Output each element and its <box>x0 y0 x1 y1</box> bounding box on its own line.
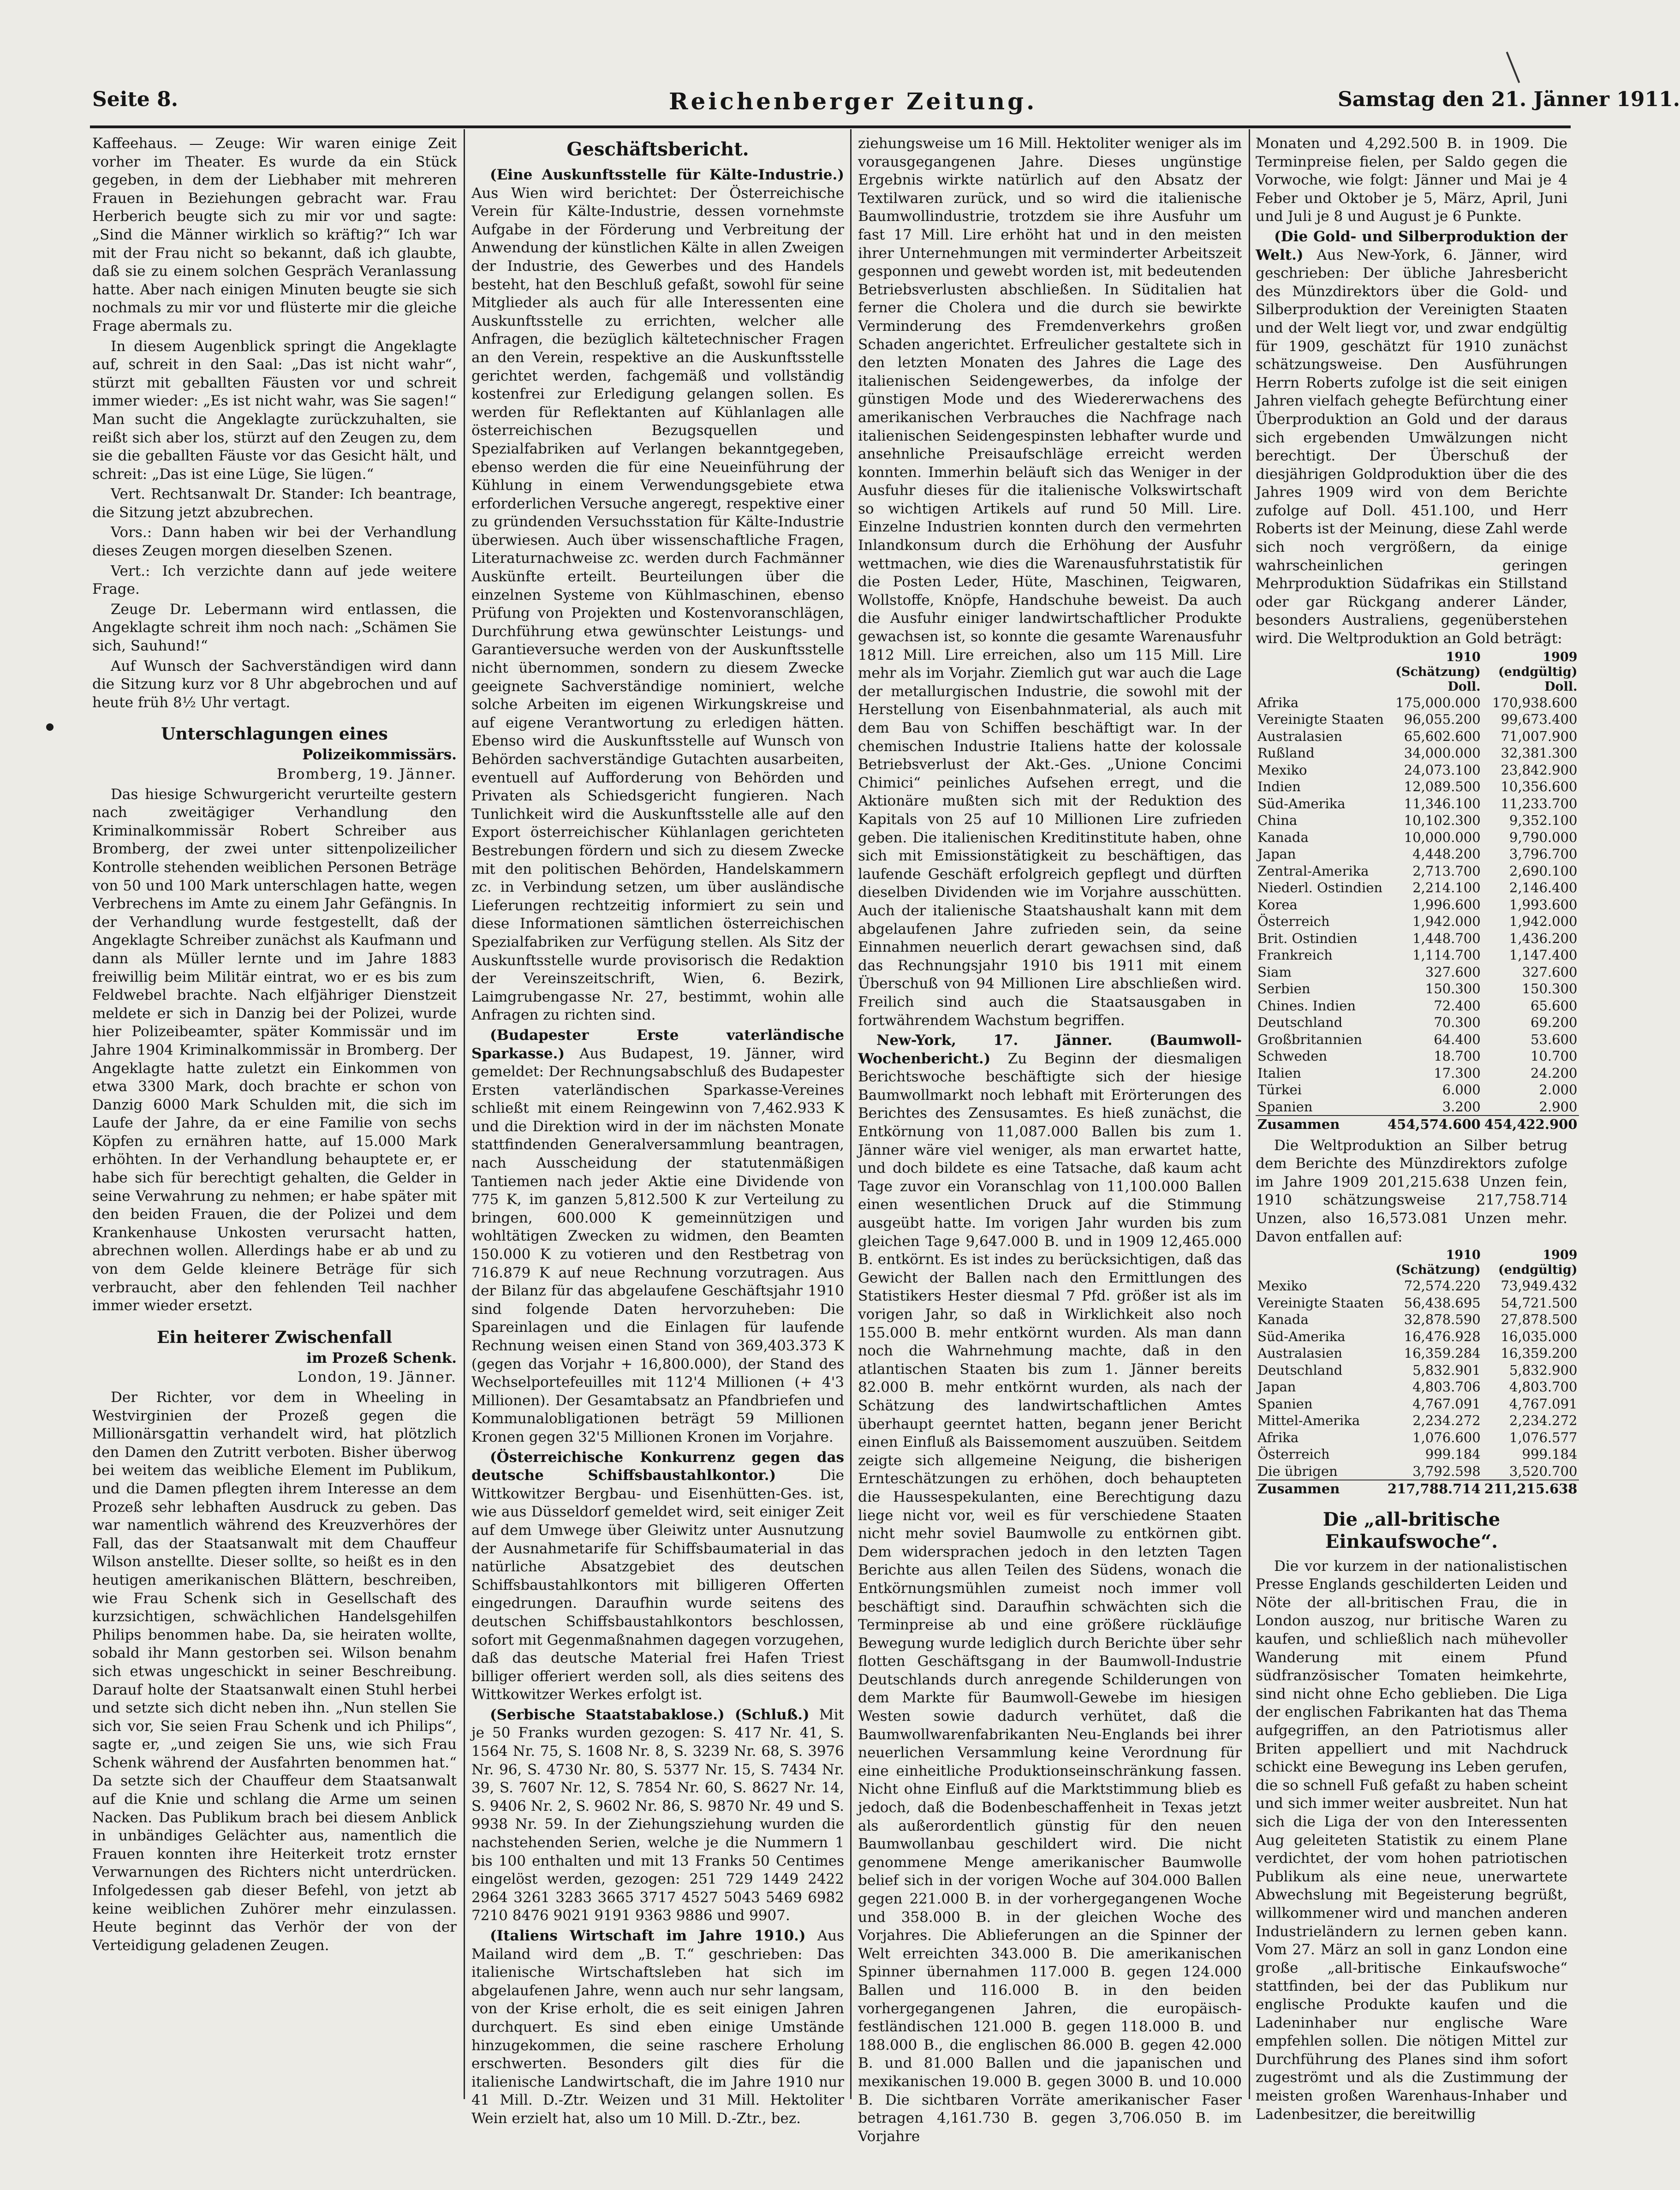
value-cell: 53.600 <box>1531 1031 1578 1047</box>
value-cell: 69.200 <box>1531 1014 1578 1031</box>
value-cell: 99,673.400 <box>1501 711 1578 728</box>
table-row <box>1256 829 1579 846</box>
value-cell: 5,832.900 <box>1509 1362 1578 1378</box>
value-cell: 11,233.700 <box>1501 795 1578 812</box>
value-cell: 4,448.200 <box>1412 846 1481 862</box>
value-cell: 32,381.300 <box>1501 745 1578 761</box>
total-label: Zusammen <box>1256 1116 1386 1133</box>
value-cell: 72.400 <box>1434 997 1481 1014</box>
value-cell: 16,359.200 <box>1501 1345 1578 1361</box>
article-headline: Unterschlagungen eines <box>161 724 388 744</box>
table-row <box>1256 1463 1579 1480</box>
article-text: Aus Budapest, 19. Jänner, wird gemeldet: Der Rechnungsabschluß des Budapester Ersten vaterländischen Sparkasse-Vereines schließt mit einem Reingewinn von 7,462.933 K und die Direktion wird in der im nächsten Monate stattfindenden Generalversammlung beantragen, nach Ausscheidung der statutenmäßigen Tantiemen nach jeder Aktie eine Dividende von 775 K, im ganzen 5,812.500 K zur Verteilung zu bringen, 600.000 K gemeinnützigen und wohltätigen Zwecken zu widmen, den Beamten 150.000 K zu votieren und den Restbetrag von 716.879 K auf neue Rechnung vorzutragen. Aus der Bilanz für das abgelaufene Geschäftsjahr 1910 sind folgende Daten hervorzuheben: Die Spareinlagen und die Einlagen für laufende Rechnung weisen einen Stand von 369,403.373 K (gegen das Vorjahr + 16,800.000), der Stand des Wechselportefeuilles mit 112'4 Millionen (+ 4'3 Millionen). Der Gesamtabsatz an Pfandbriefen und Kommunalobligationen beträgt 59 Millionen Kronen gegen 32'5 Millionen Kronen im Vorjahre. <box>471 1045 844 1445</box>
value-cell: 27,878.500 <box>1501 1312 1578 1328</box>
country-cell: Die übrigen <box>1257 1463 1338 1479</box>
article-headline: Ein heiterer Zwischenfall <box>156 1327 393 1347</box>
page-number: Seite 8. <box>92 88 179 111</box>
value-cell: 9,790.000 <box>1509 829 1578 845</box>
value-cell: 999.184 <box>1425 1446 1481 1462</box>
value-cell: 1,448.700 <box>1412 930 1481 946</box>
value-cell: 2,234.272 <box>1509 1413 1578 1429</box>
table-row <box>1256 1295 1579 1312</box>
table-row <box>1256 1048 1579 1065</box>
country-cell: Deutschland <box>1257 1362 1343 1378</box>
value-cell: 4,767.091 <box>1509 1396 1578 1412</box>
value-cell: 16,359.284 <box>1404 1345 1481 1361</box>
value-cell: 2,214.100 <box>1412 880 1481 896</box>
column-unit: Doll. <box>1448 679 1481 694</box>
article-paragraph: Auf Wunsch der Sachverständigen wird dann die Sitzung kurz vor 8 Uhr abgebrochen und auf heute früh 8½ Uhr vertagt. <box>92 657 457 711</box>
article-rubric: (Serbische Staatstabaklose.) (Schluß.) <box>490 1706 810 1723</box>
table-row <box>1256 1065 1579 1082</box>
value-cell: 1,942.000 <box>1412 913 1481 930</box>
value-cell: 71,007.900 <box>1501 728 1578 744</box>
article-rubric: (Die Gold- und Silberproduktion der Welt.) <box>1256 228 1567 263</box>
value-cell: 9,352.100 <box>1509 812 1578 829</box>
country-cell: Chines. Indien <box>1257 997 1356 1014</box>
gold-production-table <box>1256 650 1579 1133</box>
value-cell: 10.700 <box>1531 1048 1578 1064</box>
country-cell: Großbritannien <box>1257 1031 1362 1047</box>
table-row <box>1256 778 1579 795</box>
value-cell: 1,436.200 <box>1509 930 1578 946</box>
article-rubric: (Budapester Erste vaterländische Sparkasse.) <box>471 1026 844 1062</box>
dateline: Bromberg, 19. Jänner. <box>277 766 457 782</box>
country-cell: Kanada <box>1257 829 1309 845</box>
value-cell: 3,792.598 <box>1412 1463 1481 1479</box>
value-cell: 2.000 <box>1539 1082 1578 1098</box>
table-row <box>1256 964 1579 981</box>
column-1 <box>92 135 457 2095</box>
country-cell: Spanien <box>1257 1396 1313 1412</box>
value-cell: 2,234.272 <box>1412 1413 1481 1429</box>
table-row <box>1256 1081 1579 1098</box>
value-cell: 12,089.500 <box>1404 779 1481 795</box>
article-paragraph: Monaten und 4,292.500 B. in 1909. Die Terminpreise fielen, per Saldo gegen die Vorwoche, wie folgt: Jänner und Mai je 4 Feber und Oktober je 5, März, April, Juni und Juli je 8 und August je 6 Punkte. <box>1256 135 1567 225</box>
column-header: 1909 <box>1543 1248 1578 1263</box>
value-cell: 4,803.700 <box>1509 1379 1578 1395</box>
country-cell: Kanada <box>1257 1312 1309 1328</box>
value-cell: 1,993.600 <box>1509 896 1578 913</box>
total-value: 454,422.900 <box>1483 1116 1579 1133</box>
value-cell: 4,767.091 <box>1412 1396 1481 1412</box>
country-cell: Frankreich <box>1257 947 1333 963</box>
table-row <box>1256 846 1579 863</box>
table-total-row <box>1256 1116 1579 1133</box>
value-cell: 56,438.695 <box>1404 1295 1481 1311</box>
value-cell: 2,713.700 <box>1412 863 1481 879</box>
article-paragraph: ziehungsweise um 16 Mill. Hektoliter weniger als im vorausgegangenen Jahre. Dieses ungünstige Ergebnis wirkte natürlich auf den Absatz der Textilwaren zurück, und so wird die italienische Baumwollindustrie, trotzdem sie ihre Ausfuhr um fast 17 Mill. Lire erhöht hat und in den meisten ihrer Unternehmungen mit verminderter Arbeitszeit gesponnen und gewebt worden ist, mit bedeutenden Betriebsverlusten abschließen. In Süditalien hat ferner die Cholera und die durch sie bewirkte Verminderung des Fremdenverkehrs großen Schaden angerichtet. Erfreulicher gestaltete sich in den letzten Monaten des Jahres die Lage des italienischen Seidengewerbes, da infolge der günstigen Mode und des Wiedererwachens des amerikanischen Verbrauches die Nachfrage nach italienischen Seidengespinsten lebhafter wurde und ansehnliche Preisaufschläge erreicht werden konnten. Immerhin beläuft sich das Weniger in der Ausfuhr dieses für die italienische Volkswirtschaft so wichtigen Artikels auf rund 50 Mill. Lire. Einzelne Industrien konnten durch den vermehrten Inlandkonsum durch die Erhöhung der Ausfuhr wettmachen, wie dies die Warenausfuhrstatistik für die Posten Leder, Hüte, Maschinen, Teigwaren, Wollstoffe, Knöpfe, Handschuhe beweist. Da auch die Ausfuhr einiger landwirtschaftlicher Produkte gewachsen ist, so konnte die gesamte Warenausfuhr 1812 Mill. Lire erreichen, also um 115 Mill. Lire mehr als im Vorjahr. Ziemlich gut war auch die Lage der metallurgischen Industrie, die sowohl mit der Herstellung von Eisenbahnmaterial, als auch mit dem Bau von Schiffen beschäftigt war. In der chemischen Industrie Italiens hatte der kolossale Betriebsverlust der Akt.-Ges. „Unione Concimi Chimici“ peinliches Aufsehen erregt, und die Aktionäre mußten sich mit der Reduktion des Kapitals von 25 auf 10 Millionen Lire zufrieden geben. Die italienischen Kreditinstitute haben, ohne sich mit Emissionstätigkeit zu beschäftigen, das laufende Geschäft erfolgreich gepflegt und dürften dieselben Dividenden wie im Vorjahre ausschütten. Auch der italienische Staatshaushalt kann mit dem abgelaufenen Jahre zufrieden sein, da seine Einnahmen neuerlich derart gewachsen sind, daß das Rechnungsjahr 1910 bis 1911 mit einem Überschuß von 94 Millionen Lire abschließen wird. Freilich sind auch die Staatsausgaben in fortwährendem Wachstum begriffen. <box>858 135 1242 1029</box>
column-4 <box>1256 135 1578 2123</box>
value-cell: 6.000 <box>1442 1082 1481 1098</box>
value-cell: 1,114.700 <box>1412 947 1481 963</box>
table-row <box>1256 1362 1579 1379</box>
value-cell: 1,076.577 <box>1509 1429 1578 1445</box>
table-row <box>1256 1446 1579 1463</box>
country-cell: Schweden <box>1257 1048 1328 1064</box>
article-rubric: (Österreichische Konkurrenz gegen das deutsche Schiffsbaustahlkontor.) <box>471 1449 844 1484</box>
table-row <box>1256 711 1579 728</box>
column-divider <box>464 129 465 2099</box>
article-paragraph: Das hiesige Schwurgericht verurteilte gestern nach zweitägiger Verhandlung den Kriminalkommissär Robert Schreiber aus Bromberg, der zwei unter sittenpolizeilicher Kontrolle stehenden weiblichen Personen Beträge von 50 und 100 Mark unterschlagen hatte, wegen Verbrechens im Amte zu einem Jahr Gefängnis. In der Verhandlung wurde festgestellt, daß der Angeklagte Schreiber zunächst als Kaufmann und dann als Müller lernte und im Jahre 1883 freiwillig beim Militär eintrat, wo er es bis zum Feldwebel brachte. Nach elfjähriger Dienstzeit meldete er sich in Danzig bei der Polizei, wurde hier Polizeibeamter, später Kommissär und im Jahre 1904 Kriminalkommissär in Bromberg. Der Angeklagte hatte zuletzt ein Einkommen von etwa 3300 Mark, doch brachte er schon von Danzig 6000 Mark Schulden mit, die sich im Laufe der Jahre, da er eine Familie von sechs Köpfen zu ernähren hatte, auf 15.000 Mark erhöhten. In der Verhandlung behauptete er, er habe sich für berechtigt gehalten, die Gelder in seine Verwahrung zu nehmen; er habe später mit den beiden Frauen, die der Polizei und dem Krankenhause Unkosten verursacht hatten, abrechnen wollen. Allerdings habe er ab und zu von dem Gelde kleinere Beträge für sich verbraucht, aber den fehlenden Teil nachher immer wieder ersetzt. <box>92 786 457 1314</box>
country-cell: Vereinigte Staaten <box>1257 711 1384 728</box>
country-cell: Mittel-Amerika <box>1257 1413 1360 1429</box>
article-text: Die Wittkowitzer Bergbau- und Eisenhütten-Ges. ist, wie aus Düsseldorf gemeldet wird, seit einiger Zeit auf dem Umwege über Gleiwitz unter Ausnutzung der Ausnahmetarife für Schiffsbaumaterial in das natürliche Absatzgebiet des deutschen Schiffsbaustahlkontors mit billigeren Offerten eingedrungen. Daraufhin wurde seitens des deutschen Schiffsbaustahlkontors beschlossen, sofort mit Gegenmaßnahmen dagegen vorzugehen, daß das deutsche Material frei Hafen Triest billiger offeriert werden soll, als dies seitens des Wittkowitzer Werkes erfolgt ist. <box>471 1467 844 1703</box>
country-cell: Australasien <box>1257 728 1342 744</box>
country-cell: Japan <box>1257 846 1296 862</box>
table-row <box>1256 947 1579 964</box>
value-cell: 327.600 <box>1425 964 1481 980</box>
article-text: Aus Mailand wird dem „B. T.“ geschrieben: Das italienische Wirtschaftsleben hat sich im abgelaufenen Jahre, wenn auch nur sehr langsam, von der Krise erholt, die es seit einigen Jahren durchquert. Es sind eben einige Umstände hinzugekommen, die seine raschere Erholung erschwerten. Besonders gilt dies für die italienische Landwirtschaft, die im Jahre 1910 nur 41 Mill. D.-Ztr. Weizen und 31 Mill. Hektoliter Wein erzielt hat, also um 10 Mill. D.-Ztr., bez. <box>471 1927 844 2127</box>
value-cell: 65.600 <box>1531 997 1578 1014</box>
table-row <box>1256 694 1579 711</box>
table-row <box>1256 1328 1579 1345</box>
table-row <box>1256 913 1579 930</box>
value-cell: 3.200 <box>1442 1098 1481 1115</box>
value-cell: 1,147.400 <box>1509 947 1578 963</box>
column-unit: Doll. <box>1544 679 1578 694</box>
value-cell: 10,356.600 <box>1501 779 1578 795</box>
value-cell: 4,803.706 <box>1412 1379 1481 1395</box>
value-cell: 64.400 <box>1434 1031 1481 1047</box>
table-row <box>1256 1378 1579 1396</box>
value-cell: 65,602.600 <box>1404 728 1481 744</box>
silver-production-table <box>1256 1248 1579 1498</box>
table-total-row <box>1256 1480 1579 1498</box>
total-value: 211,215.638 <box>1483 1480 1579 1498</box>
table-row <box>1256 1031 1579 1048</box>
value-cell: 2.900 <box>1539 1098 1578 1115</box>
article-paragraph: Vert.: Ich verzichte dann auf jede weitere Frage. <box>92 562 457 598</box>
table-row <box>1256 745 1579 762</box>
article-rubric: New-York, 17. Jänner. (Baumwoll-Wochenbericht.) <box>858 1032 1242 1067</box>
article-text: Mit je 50 Franks wurden gezogen: S. 417 Nr. 41, S. 1564 Nr. 75, S. 1608 Nr. 8, S. 3239 Nr. 68, S. 3976 Nr. 96, S. 4730 Nr. 80, S. 5377 Nr. 15, S. 7434 Nr. 39, S. 7607 Nr. 12, S. 7854 Nr. 60, S. 8627 Nr. 14, S. 9406 Nr. 2, S. 9602 Nr. 86, S. 9870 Nr. 49 und S. 9938 Nr. 59. In der Ziehungsziehung wurden die nachstehenden Serien, welche je die Nummern 1 bis 100 enthalten und mit 13 Franks 50 Centimes eingelöst werden, gezogen: 251 729 1449 2422 2964 3261 3283 3665 3717 4527 5043 5469 6982 7210 8476 9021 9191 9363 9886 und 9907. <box>471 1706 844 1924</box>
value-cell: 18.700 <box>1434 1048 1481 1064</box>
country-cell: Türkei <box>1257 1082 1302 1098</box>
value-cell: 175,000.000 <box>1395 694 1481 710</box>
value-cell: 1,996.600 <box>1412 896 1481 913</box>
table-row <box>1256 795 1579 812</box>
value-cell: 3,796.700 <box>1509 846 1578 862</box>
column-note: (endgültig) <box>1498 664 1578 679</box>
country-cell: Vereinigte Staaten <box>1257 1295 1384 1311</box>
value-cell: 1,076.600 <box>1412 1429 1481 1445</box>
value-cell: 327.600 <box>1522 964 1578 980</box>
table-row <box>1256 812 1579 829</box>
country-cell: Korea <box>1257 896 1298 913</box>
article-paragraph: Die vor kurzem in der nationalistischen Presse Englands geschilderten Leiden und Nöte der all-britischen Frau, die in London auszog, nur britische Waren zu kaufen, und schließlich nach mühevoller Wanderung mit einem Pfund südfranzösischer Tomaten heimkehrte, sind nicht ohne Echo geblieben. Die Liga der englischen Fabrikanten hat das Thema aufgegriffen, an den Patriotismus aller Briten appelliert und mit Nachdruck schickt eine Bewegung ins Leben gerufen, die so schnell Fuß gefaßt zu haben scheint und sich immer weiter ausbreitet. Nun hat sich die Liga der von den Interessenten Aug geleiteten Statistik zu einem Plane verdichtet, der vom hohen patriotischen Publikum als eine neue, unerwartete Abwechslung mit Begeisterung begrüßt, willkommener wird und manchen anderen Industrieländern zu lernen geben kann. Vom 27. März an soll in ganz London eine große „all-britische Einkaufswoche“ stattfinden, bei der das Publikum nur englische Produkte kaufen und die Ladeninhaber nur englische Ware empfehlen sollen. Die nötigen Mittel zur Durchführung des Planes sind ihm sofort zugeströmt und als die Zustimmung der meisten großen Warenhaus-Inhaber und Ladenbesitzer, die bereitwillig <box>1256 1557 1567 2123</box>
article-paragraph: In diesem Augenblick springt die Angeklagte auf, schreit in den Saal: „Das ist nicht wahr“, stürzt mit geballten Fäusten vor und schreit immer wieder: „Es ist nicht wahr, was Sie sagen!“ Man sucht die Angeklagte zurückzuhalten, sie reißt sich aber los, stürzt auf den Zeugen zu, dem sie die geballten Fäuste vor das Gesicht hält, und schreit: „Das ist eine Lüge, Sie lügen.“ <box>92 338 457 483</box>
value-cell: 150.300 <box>1522 981 1578 997</box>
country-cell: Afrika <box>1257 1429 1299 1445</box>
value-cell: 34,000.000 <box>1404 745 1481 761</box>
article-subheadline: im Prozeß Schenk. <box>306 1349 457 1367</box>
value-cell: 3,520.700 <box>1509 1463 1578 1479</box>
column-2 <box>471 135 844 2127</box>
country-cell: Niederl. Ostindien <box>1257 880 1383 896</box>
country-cell: Indien <box>1257 779 1301 795</box>
table-row <box>1256 1429 1579 1446</box>
table-row <box>1256 863 1579 880</box>
total-label: Zusammen <box>1256 1480 1386 1498</box>
country-cell: Österreich <box>1257 1446 1330 1462</box>
value-cell: 2,146.400 <box>1509 880 1578 896</box>
margin-dot <box>46 723 54 731</box>
value-cell: 2,690.100 <box>1509 863 1578 879</box>
country-cell: Rußland <box>1257 745 1315 761</box>
article-rubric: (Italiens Wirtschaft im Jahre 1910.) <box>490 1927 806 1944</box>
article-paragraph: Der Richter, vor dem in Wheeling in Westvirginien der Prozeß gegen die Millionärsgattin verhandelt wird, hat plötzlich den Damen den Zutritt verboten. Bisher überwog bei weitem das weibliche Element im Publikum, und die Damen pflegten ihrem Interesse an dem Prozeß sehr lebhaften Ausdruck zu geben. Das war namentlich während des Kreuzverhöres der Fall, das der Staatsanwalt mit dem Chauffeur Wilson anstellte. Dieser sollte, so heißt es in den heutigen amerikanischen Blättern, beschreiben, wie Frau Schenk sich in Gesellschaft des kurzsichtigen, schwächlichen Handelsgehilfen Philips benommen habe. Da, sie heiraten wollte, sobald ihr Mann gestorben sei. Wilson benahm sich etwas ungeschickt in seiner Beschreibung. Darauf holte der Staatsanwalt einen Stuhl herbei und setzte sich dicht neben ihn. „Nun stellen Sie sich vor, Sie seien Frau Schenk und ich Philips“, sagte er, „und zeigen Sie uns, wie sich Frau Schenk während der Ausfahrten benommen hat.“ Da setzte sich der Chauffeur dem Staatsanwalt auf die Knie und schlang die Arme um seinen Nacken. Das Publikum brach bei diesem Anblick in unbändiges Gelächter aus, namentlich die Frauen konnten ihre Heiterkeit trotz ernster Verwarnungen des Richters nicht unterdrücken. Infolgedessen gab dieser Befehl, von jetzt ab keine weiblichen Zuhörer mehr einzulassen. Heute beginnt das Verhör der von der Verteidigung geladenen Zeugen. <box>92 1389 457 1954</box>
country-cell: Brit. Ostindien <box>1257 930 1358 946</box>
value-cell: 16,476.928 <box>1404 1328 1481 1344</box>
value-cell: 10,000.000 <box>1404 829 1481 845</box>
issue-date: Samstag den 21. Jänner 1911. <box>1338 88 1680 111</box>
value-cell: 23,842.900 <box>1501 762 1578 778</box>
total-value: 454,574.600 <box>1386 1116 1483 1133</box>
value-cell: 5,832.901 <box>1412 1362 1481 1378</box>
article-paragraph: Zeuge Dr. Lebermann wird entlassen, die Angeklagte schreit ihm noch nach: „Schämen Sie sich, Sauhund!“ <box>92 601 457 655</box>
value-cell: 17.300 <box>1434 1065 1481 1081</box>
column-divider <box>850 129 852 2099</box>
dateline: London, 19. Jänner. <box>297 1369 457 1386</box>
newspaper-title: Reichenberger Zeitung. <box>669 88 1037 115</box>
header-rule <box>90 125 1571 128</box>
article-paragraph: Kaffeehaus. — Zeuge: Wir waren einige Zeit vorher im Theater. Es wurde da ein Stück gegeben, in dem der Liebhaber mit mehreren Frauen in Beziehungen gebracht war. Frau Herberich beugte sich zu mir vor und sagte: „Sind die Männer wirklich so kräftig?“ Ich war mit der Frau nicht so bekannt, daß ich glaubte, daß sie zu einem solchen Gespräch Veranlassung hatte. Aber nach einigen Minuten beugte sie sich nochmals zu mir vor und flüsterte mir die gleiche Frage abermals zu. <box>92 135 457 334</box>
table-row <box>1256 728 1579 745</box>
value-cell: 32,878.590 <box>1404 1312 1481 1328</box>
table-row <box>1256 1345 1579 1362</box>
country-cell: Italien <box>1257 1065 1301 1081</box>
column-3 <box>858 135 1242 2145</box>
table-row <box>1256 1014 1579 1031</box>
value-cell: 73,949.432 <box>1501 1278 1578 1294</box>
country-cell: Süd-Amerika <box>1257 795 1346 812</box>
country-cell: Österreich <box>1257 913 1330 930</box>
country-cell: Deutschland <box>1257 1014 1343 1031</box>
value-cell: 72,574.220 <box>1404 1278 1481 1294</box>
country-cell: Zentral-Amerika <box>1257 863 1369 879</box>
article-paragraph: Vert. Rechtsanwalt Dr. Stander: Ich beantrage, die Sitzung jetzt abzubrechen. <box>92 486 457 521</box>
total-value: 217,788.714 <box>1386 1480 1483 1498</box>
article-text: Aus Wien wird berichtet: Der Österreichische Verein für Kälte-Industrie, dessen vornehmste Aufgabe in der Förderung und Verbreitung der Anwendung der künstlichen Kälte in allen Zweigen der Industrie, des Gewerbes und des Handels besteht, hat den Beschluß gefaßt, sowohl für seine Mitglieder als auch für alle Interessenten eine Auskunftsstelle zu errichten, welcher alle Anfragen, die bezüglich kältetechnischer Fragen an den Verein, respektive an die Auskunftsstelle gerichtet werden, fachgemäß und vollständig kostenfrei zur Erledigung gelangen sollen. Es werden für Reflektanten auf Kühlanlagen alle österreichischen Bezugsquellen und Spezialfabriken auf Verlangen bekanntgegeben, ebenso werden die für eine Neueinführung der Kühlung in einem Verwendungsgebiete etwa erforderlichen Versuche angeregt, respektive einer zu gründenden Versuchsstation für Kälte-Industrie überwiesen. Auch über wissenschaftliche Fragen, Literaturnachweise zc. werden durch Fachmänner Auskünfte erteilt. Beurteilungen über die einzelnen Systeme von Kühlmaschinen, ebenso Prüfung von Projekten und Kostenvoranschlägen, Durchführung etwa gewünschter Leistungs- und Garantieversuche werden von der Auskunftsstelle nicht übernommen, sondern zu diesem Zwecke geeignete Sachverständige nominiert, welche solche Arbeiten im eigenen Wirkungskreise und auf eigene Verantwortung zu erledigen hätten. Ebenso wird die Auskunftsstelle auf Wunsch von Behörden sachverständige Gutachten ausarbeiten, eventuell auf Aufforderung von Behörden und Privaten als Schiedsgericht fungieren. Nach Tunlichkeit wird die Auskunftsstelle alle auf den Export österreichischer Kühlanlagen gerichteten Bestrebungen fördern und sich zu diesem Zwecke mit den politischen Behörden, Handelskammern zc. in Verbindung setzen, um über ausländische Lieferungen rechtzeitig informiert zu sein und diese Informationen sämtlichen österreichischen Spezialfabriken zur Verfügung stellen. Als Sitz der Auskunftsstelle wurde provisorisch die Redaktion der Vereinszeitschrift, Wien, 6. Bezirk, Laimgrubengasse Nr. 27, bestimmt, wohin alle Anfragen zu richten sind. <box>471 185 844 1024</box>
article-rubric: (Eine Auskunftsstelle für Kälte-Industrie.) <box>490 167 844 183</box>
value-cell: 24.200 <box>1531 1065 1578 1081</box>
country-cell: Mexiko <box>1257 762 1307 778</box>
column-note: (endgültig) <box>1498 1263 1578 1277</box>
table-row <box>1256 879 1579 896</box>
value-cell: 10,102.300 <box>1404 812 1481 829</box>
table-row <box>1256 1277 1579 1295</box>
country-cell: China <box>1257 812 1298 829</box>
article-text: Aus New-York, 6. Jänner, wird geschrieben: Der übliche Jahresbericht des Münzdirektors über die Gold- und Silberproduktion der Vereinigten Staaten und der Welt liegt vor, und zwar endgültig für 1909, geschätzt für 1910 zunächst schätzungsweise. Den Ausführungen Herrn Roberts zufolge ist die seit einigen Jahren vielfach gehegte Befürchtung einer Überproduktion an Gold und der daraus sich ergebenden Umwälzungen nicht berechtigt. Der Überschuß der diesjährigen Goldproduktion über die des Jahres 1909 wird von dem Berichte zufolge auf Doll. 451.100, und Herr Roberts ist der Meinung, diese Zahl werde sich noch vergrößern, da einige wahrscheinlichen geringen Mehrproduktion Südafrikas ein Stillstand oder gar Rückgang anderer Länder, besonders Australiens, gegenüberstehen wird. Die Weltproduktion an Gold beträgt: <box>1256 246 1567 647</box>
table-row <box>1256 997 1579 1014</box>
column-note: (Schätzung) <box>1395 664 1481 679</box>
column-header: 1910 <box>1446 1248 1481 1263</box>
value-cell: 11,346.100 <box>1404 795 1481 812</box>
country-cell: Siam <box>1257 964 1292 980</box>
value-cell: 54,721.500 <box>1501 1295 1578 1311</box>
table-row <box>1256 1412 1579 1429</box>
country-cell: Serbien <box>1257 981 1311 997</box>
country-cell: Australasien <box>1257 1345 1342 1361</box>
column-header: 1909 <box>1543 650 1578 664</box>
country-cell: Japan <box>1257 1379 1296 1395</box>
value-cell: 1,942.000 <box>1509 913 1578 930</box>
section-title: Geschäftsbericht. <box>566 138 749 160</box>
article-paragraph: Die Weltproduktion an Silber betrug dem Berichte des Münzdirektors zufolge im Jahre 1909 201,215.638 Unzen fein, 1910 schätzungsweise 217,758.714 Unzen, also 16,573.081 Unzen mehr. Davon entfallen auf: <box>1256 1137 1567 1245</box>
table-row <box>1256 930 1579 947</box>
country-cell: Mexiko <box>1257 1278 1307 1294</box>
table-row <box>1256 762 1579 779</box>
value-cell: 170,938.600 <box>1492 694 1578 710</box>
scan-mark <box>1506 52 1520 83</box>
country-cell: Afrika <box>1257 694 1299 710</box>
table-row <box>1256 1396 1579 1413</box>
value-cell: 24,073.100 <box>1404 762 1481 778</box>
column-note: (Schätzung) <box>1395 1263 1481 1277</box>
article-subheadline: Polizeikommissärs. <box>302 746 457 764</box>
value-cell: 70.300 <box>1434 1014 1481 1031</box>
value-cell: 16,035.000 <box>1501 1328 1578 1344</box>
table-row <box>1256 896 1579 913</box>
value-cell: 999.184 <box>1522 1446 1578 1462</box>
table-row <box>1256 1311 1579 1328</box>
column-header: 1910 <box>1446 650 1481 664</box>
value-cell: 96,055.200 <box>1404 711 1481 728</box>
table-row <box>1256 980 1579 997</box>
article-headline: Die „all-britische Einkaufswoche“. <box>1323 1508 1501 1552</box>
column-divider <box>1249 129 1250 2099</box>
country-cell: Süd-Amerika <box>1257 1328 1346 1344</box>
article-text: Zu Beginn der diesmaligen Berichtswoche beschäftigte sich der hiesige Baumwollmarkt noch lebhaft mit Erörterungen des Berichtes des Zensusamtes. Es hieß zunächst, die Entkörnung von 11,087.000 Ballen bis zum 1. Jänner wäre viel weniger, als man erwartet hatte, und doch bildete es eine Tatsache, daß kaum acht Tage zuvor ein Voranschlag von 11,100.000 Ballen einen wesentlichen Druck auf die Stimmung ausgeübt hatte. Im vorigen Jahr wurden bis zum gleichen Tage 9,647.000 B. und in 1909 12,465.000 B. entkörnt. Es ist indes zu berücksichtigen, daß das Gewicht der Ballen nach den Ermittlungen des Statistikers Hester diesmal 7 Pfd. größer ist als im vorigen Jahr, so daß in Wirklichkeit also noch 155.000 B. mehr entkörnt wurden. Als man dann noch die Wahrnehmung machte, daß in den atlantischen Staaten bis zum 1. Jänner bereits 82.000 B. mehr entkörnt wurden, als nach der Schätzung des landwirtschaftlichen Amtes überhaupt geerntet hatten, begann jener Bericht einen Einfluß als Baissemoment auszuüben. Seitdem zeigte sich allgemeine Neigung, die bisherigen Ernteschätzungen zu erhöhen, doch behaupteten die Haussespekulanten, eine Berechtigung dazu liege nicht vor, weil es für verschiedene Staaten nicht mehr soviel Baumwolle zu entkörnen gibt. Dem widersprachen jedoch in den letzten Tagen Berichte aus allen Teilen des Südens, wonach die Entkörnungsmühlen zumeist noch immer voll beschäftigt sind. Daraufhin schwächten sich die Terminpreise ab und eine größere rückläufige Bewegung wurde lediglich durch Berichte über sehr flotten Geschäftsgang in der Baumwoll-Industrie Deutschlands durch anregende Schilderungen von dem Markte für Baumwoll-Gewebe im hiesigen Westen sowie dadurch verhütet, daß die Baumwollwarenfabrikanten Neu-Englands bei ihrer neuerlichen Versammlung keine Verordnung für eine einheitliche Produktionseinschränkung fassen. Nicht ohne Einfluß auf die Marktstimmung blieb es jedoch, daß die Bodenbeschaffenheit in Texas jetzt als außerordentlich günstig für den neuen Baumwollanbau geschildert wird. Die nicht genommene Menge amerikanischer Baumwolle belief sich in der vorigen Woche auf 304.000 Ballen gegen 221.000 B. in der vorhergegangenen Woche und 358.000 B. in der gleichen Woche des Vorjahres. Die Ablieferungen an die Spinner der Welt erreichten 343.000 B. Die amerikanischen Spinner übernahmen 117.000 B. gegen 124.000 Ballen und 116.000 B. in den beiden vorhergegangenen Jahren, die europäisch-festländischen 121.000 B. gegen 118.000 B. und 188.000 B., die englischen 86.000 B. gegen 42.000 B. und 81.000 Ballen und die japanischen und mexikanischen 19.000 B. gegen 3000 B. und 10.000 B. Die sichtbaren Vorräte amerikanischer Faser betragen 4,161.730 B. gegen 3,706.050 B. im Vorjahre <box>858 1050 1242 2145</box>
country-cell: Spanien <box>1257 1098 1313 1115</box>
article-paragraph: Vors.: Dann haben wir bei der Verhandlung dieses Zeugen morgen dieselben Szenen. <box>92 524 457 560</box>
value-cell: 150.300 <box>1425 981 1481 997</box>
table-row <box>1256 1098 1579 1116</box>
